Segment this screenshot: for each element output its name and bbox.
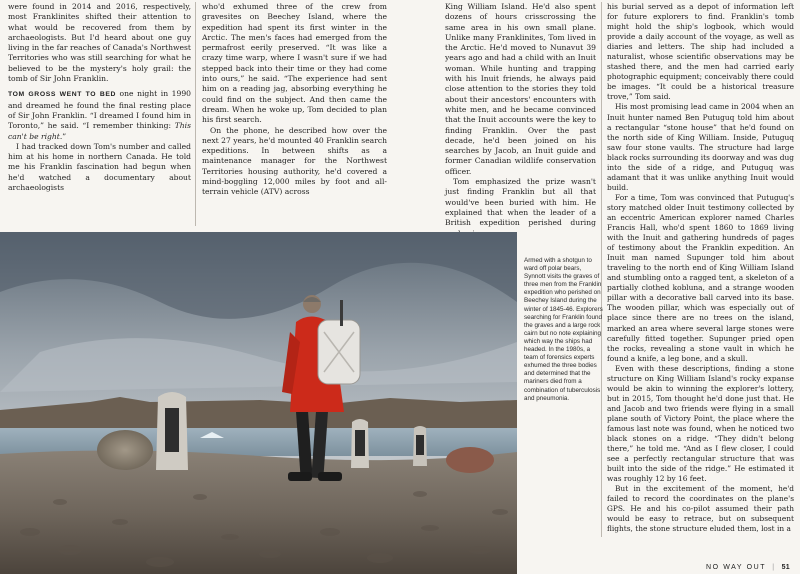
paragraph: For a time, Tom was convinced that Putuguq's story matched older Inuit testimony collected by an eccentric American explorer named Charles Francis Hall, who'd spent 1860 to 1869 living with the Inuit and gathering hundreds of pages of testimony about the Franklin expedition. An Inuit man named Supunger told him about traveling to the north end of King William Island and stumbling onto a ragged tent, a skeleton of a partially clothed kobluna, and a strange wooden pillar with a decorative ball carved into its base. The wooden pillar, which was especially out of place since there are no trees on the island, marked an area where several large stones were carefully fitted together. Supunger pried open the rocks, revealing a stone vault in which he found a knife, a leg bone, and a skull. (607, 192, 794, 363)
paragraph: King William Island. He'd also spent dozens of hours crisscrossing the same area in his own small plane. Unlike many Franklinites, Tom lived in the Arctic. He'd moved to Nunavut 39 years ago and had a child with an Inuit woman. While hunting and trapping with his Inuit friends, he always paid close attention to the stories they told about their ancestors' encounters with white men, and he became convinced that the Inuit accounts were the key to finding Franklin. Over the past decade, he'd been joined on his searches by Jacob, an Inuit guide and former Canadian wildlife conservation officer. (445, 2, 596, 176)
paragraph: were found in 2014 and 2016, respectively, most Franklinites shifted their attention to what would be recovered from them by archaeologists. But I'd heard about one guy living in the far reaches of Canada's Northwest Territories who was still searching for what he believed to be the mystery's holy grail: the tomb of Sir John Franklin. (8, 2, 191, 84)
gravel-beach (0, 450, 517, 574)
paragraph (8, 89, 191, 141)
quote-mark: ” (62, 131, 67, 141)
page-footer (706, 564, 790, 571)
paragraph-text: one night in 1990 and dreamed he found the final resting place of Sir John Franklin. “I dreamed I found him in Toronto,” he said. “I remember thinking: (8, 89, 191, 131)
paragraph: His most promising lead came in 2004 when an Inuit hunter named Ben Putuguq told him about a rectangular “stone house” that he'd found on the north side of King William. Inside, Putuguq saw four stone vaults. The structure had large black rocks surrounding its doorway and was dug into the side of a ridge, and Putuguq was adamant that it was unlike anything Inuit would build. (607, 102, 794, 192)
section-lead-in: TOM GROSS WENT TO BED (8, 91, 116, 99)
page-number: 51 (781, 564, 790, 571)
beechey-island-scene (0, 232, 517, 574)
paragraph: who'd exhumed three of the crew from gravesites on Beechey Island, where the expedition had spent its first winter in the Arctic. The men's faces had emerged from the permafrost eerily preserved. “It was like a crazy time warp, where I wasn't sure if we had stepped back into their time or they had come into ours,” he said. “The experience had sent him on a reading jag, absorbing everything he could find on the subject. And then came the dream. When he woke up, Tom decided to plan his first search. (202, 2, 387, 125)
paragraph: I had tracked down Tom's number and called him at his home in northern Canada. He told me his Franklin fascination had begun when he'd watched a documentary about archaeologists (8, 141, 191, 193)
boulder-right (446, 447, 494, 473)
grave-site-photo (0, 232, 517, 574)
italic-thought: This can't be right. (8, 121, 191, 141)
article-column-1 (8, 2, 191, 193)
paragraph: Even with these descriptions, finding a stone structure on King William Island's rocky expanse would be akin to winning the explorer's lottery, but in 2015, Tom thought he'd done just that. He and Jacob and two friends were flying in a small plane south of Victory Point, the place where the famous last note was found, when he noticed two black stones on a ridge. “They didn't belong there,” he told me. “And as I flew closer, I could see a perfectly rectangular structure that was built into the side of the ridge.” He estimated it was roughly 12 by 16 feet. (607, 363, 794, 484)
footer-separator: | (772, 564, 776, 571)
paragraph: But in the excitement of the moment, he'd failed to record the coordinates on the plane's GPS. He and his co-pilot assumed their path would be easy to retrace, but on subsequent flights, the stone structure eluded them, lost in a (607, 484, 794, 534)
column-divider (195, 2, 196, 226)
running-title: NO WAY OUT (705, 564, 767, 571)
photo-caption: Armed with a shotgun to ward off polar bears, Synnott visits the graves of three men from the Franklin expedition who perished on Beechey Island during the winter of 1845-46. Explorers searching for Franklin found the graves and a large rock cairn but no note explaining which way the ships had headed. In the 1980s, a team of forensics experts exhumed the three bodies and determined that the mariners died from a combination of tuberculosis and pneumonia. (524, 257, 603, 402)
article-column-2 (202, 2, 387, 198)
article-column-4 (607, 2, 794, 534)
paragraph: his burial served as a depot of information left for future explorers to find. Franklin's tomb might hold the ship's logbook, which would provide a daily account of the voyage, as well as diaries and letters. The ship had included a naturalist, whose scientific observations may be stashed there, and the men had carried early photographic equipment; conceivably there could be images. “It could be a historical treasure trove,” Tom said. (607, 2, 794, 102)
boulder-left (97, 430, 153, 470)
paragraph: On the phone, he described how over the next 27 years, he'd mounted 40 Franklin search expeditions. In between shifts as a maintenance manager for the Northwest Territories housing authority, he'd covered a mind-boggling 12,000 miles by foot and all-terrain vehicle (ATV) across (202, 125, 387, 197)
article-column-3 (445, 2, 596, 239)
paragraph: Tom emphasized the prize wasn't just finding Franklin but all that would've been buried with him. He explained that when the leader of a British expedition perished during (445, 177, 596, 228)
